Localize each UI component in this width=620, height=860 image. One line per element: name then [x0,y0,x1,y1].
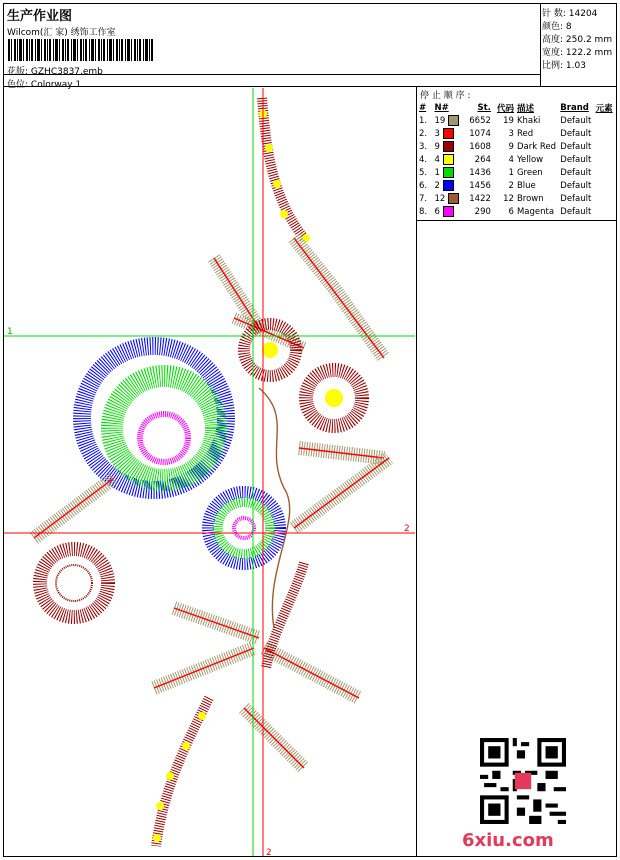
col-index: # [419,102,427,113]
row-index: 7. [419,193,428,204]
row-needle [430,127,468,140]
row-code: 9 [508,141,514,152]
barcode-icon [8,39,154,61]
row-index: 2. [419,128,428,139]
row-brand: Default [560,206,592,217]
thread-row [417,205,617,218]
bottom-bead-chain [153,698,209,846]
row-code: 6 [508,206,514,217]
row-index: 5. [419,167,428,178]
row-needle-number: 12 [434,194,446,204]
thread-table [417,101,617,218]
embroidery-preview [4,88,415,856]
row-stitches: 1422 [469,193,491,204]
row-needle [430,140,468,153]
stitch-count-label: 针 数: [542,9,566,19]
row-element [596,166,617,179]
row-element [596,140,617,153]
top-bead-chain [259,98,310,242]
starburst-flower-2 [306,370,362,426]
row-needle-number: 3 [434,129,440,139]
color-swatch [443,128,454,139]
row-index: 6. [419,180,428,191]
colorway-name: Colorway 1 [30,80,82,90]
color-swatch [443,154,454,165]
row-code: 4 [508,154,514,165]
height-label: 高度: [542,35,564,45]
color-count-label: 颜色: [542,22,564,32]
col-stitches: St. [477,102,491,113]
row-brand: Default [560,180,592,191]
row-brand: Default [560,193,592,204]
row-needle-number: 9 [434,142,440,152]
row-element [596,179,617,192]
row-brand: Default [560,128,592,139]
guide-label-v2: 2 [266,848,272,856]
row-description: Green [516,167,543,178]
scale-row [542,58,586,71]
row-description: Dark Red [516,141,556,152]
width-label: 宽度: [542,48,564,58]
col-description: 描述 [516,103,534,114]
row-needle-number: 6 [434,207,440,217]
height-value: 250.2 mm [565,35,613,45]
row-brand: Default [560,115,592,126]
color-swatch [443,141,454,152]
row-needle-number: 2 [434,181,440,191]
row-element [596,205,617,218]
row-stitches: 290 [474,206,491,217]
stop-sequence-heading: 停 止 顺 序 : [420,91,471,101]
thread-row [417,127,617,140]
row-stitches: 264 [474,154,491,165]
row-stitches: 1456 [469,180,491,191]
starburst-flower-1 [244,324,296,376]
thread-row [417,192,617,205]
col-code: 代码 [496,103,514,114]
row-stitches: 1608 [469,141,491,152]
col-brand: Brand [560,102,589,113]
qr-code-icon [480,738,566,824]
scale-label: 比例: [542,61,564,71]
width-row [542,45,612,58]
color-count-row [542,19,572,32]
row-element [596,127,617,140]
row-brand: Default [560,167,592,178]
thread-row [417,153,617,166]
row-stitches: 6652 [469,115,491,126]
color-swatch [443,180,454,191]
col-needle: N# [434,102,449,113]
row-index: 4. [419,154,428,165]
row-code: 2 [508,180,514,191]
row-needle [430,192,468,205]
row-stitches: 1436 [469,167,491,178]
row-brand: Default [560,141,592,152]
row-needle-number: 1 [434,168,440,178]
colorway-label: 色位: [7,80,29,90]
row-index: 8. [419,206,428,217]
row-code: 19 [503,115,514,126]
stitch-count-value: 14204 [568,9,598,19]
small-flower [208,492,280,564]
row-needle [430,114,468,127]
row-element [596,192,617,205]
row-index: 3. [419,141,428,152]
row-needle [430,166,468,179]
color-swatch [448,193,459,204]
row-index: 1. [419,115,428,126]
row-description: Yellow [516,154,544,165]
row-code: 1 [508,167,514,178]
design-file-row [7,64,103,77]
row-description: Blue [516,180,536,191]
row-code: 12 [503,193,514,204]
thread-row [417,114,617,127]
row-needle-number: 4 [434,155,440,165]
thread-row [417,179,617,192]
table-divider [417,220,617,221]
left-starburst [40,549,108,617]
stats-panel [541,3,617,87]
thread-row [417,140,617,153]
row-code: 3 [508,128,514,139]
row-brand: Default [560,154,592,165]
header-divider [3,74,540,75]
main-flower [82,346,226,490]
color-swatch [443,167,454,178]
row-stitches: 1074 [469,128,491,139]
row-description: Brown [516,193,544,204]
thread-row [417,166,617,179]
design-file-name: GZHC3837.emb [30,67,103,77]
height-row [542,32,612,45]
color-swatch [443,206,454,217]
col-element: 元素 [595,103,613,114]
row-element [596,153,617,166]
guide-label-h2: 2 [404,524,410,534]
company-name: Wilcom(汇 家) 绣饰工作室 [7,28,116,38]
page-title: 生产作业图 [7,9,73,24]
thread-table-header [417,101,617,114]
row-description: Magenta [516,206,555,217]
stitch-count-row [542,6,597,19]
scale-value: 1.03 [565,61,586,71]
header-panel [3,3,541,90]
width-value: 122.2 mm [565,48,613,58]
row-element [596,114,617,127]
design-label: 花版: [7,67,29,77]
row-needle [430,153,468,166]
row-needle-number: 19 [434,116,446,126]
row-description: Khaki [516,115,541,126]
color-swatch [448,115,459,126]
watermark: 6xiu.com [462,830,554,851]
row-description: Red [516,128,534,139]
color-count-value: 8 [565,22,572,32]
row-needle [430,179,468,192]
row-needle [430,205,468,218]
guide-label-h1: 1 [7,327,13,337]
